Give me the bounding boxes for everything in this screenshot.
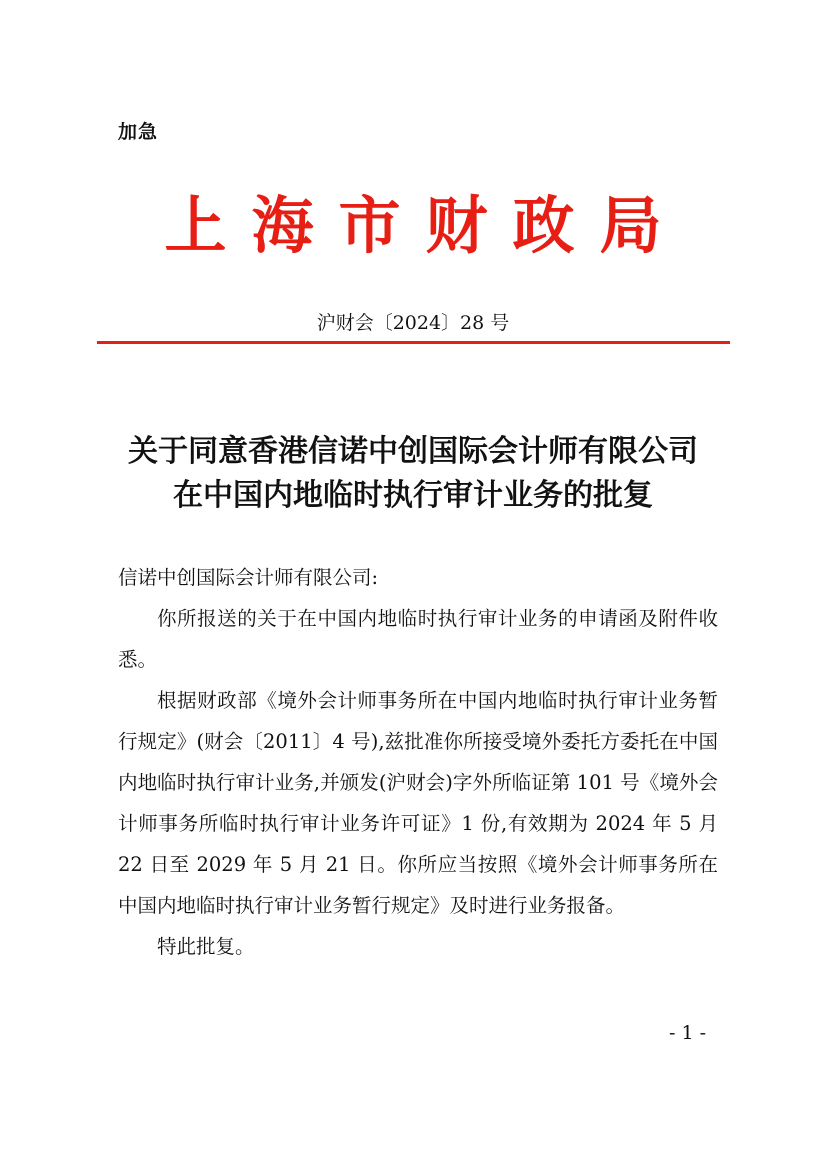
closing-line: 特此批复。 (157, 935, 255, 958)
addressee: 信诺中创国际会计师有限公司: (118, 566, 379, 589)
document-body (118, 557, 718, 967)
header-divider (97, 341, 730, 344)
document-title (0, 430, 826, 518)
page-number: - 1 - (668, 1022, 706, 1044)
body-paragraph-1: 你所报送的关于在中国内地临时执行审计业务的申请函及附件收悉。 (118, 607, 718, 671)
document-number: 沪财会〔2024〕28 号 (316, 312, 510, 334)
title-line-2: 在中国内地临时执行审计业务的批复 (173, 478, 653, 513)
body-paragraph-2: 根据财政部《境外会计师事务所在中国内地临时执行审计业务暂行规定》(财会〔2011〕4 号),兹批准你所接受境外委托方委托在中国内地临时执行审计业务,并颁发(沪财会)字外所临证第 101 号《境外会计师事务所临时执行审计业务许可证》1 份,有效期为 2024 年 5 月 22 日至 2029 年 5 月 21 日。你所应当按照《境外会计师事务所在中国内地临时执行审计业务暂行规定》及时进行业务报备。 (118, 689, 718, 917)
urgency-mark: 加急 (118, 121, 159, 143)
title-line-1: 关于同意香港信诺中创国际会计师有限公司 (128, 434, 698, 469)
issuing-agency-heading: 上海市财政局 (164, 189, 687, 262)
